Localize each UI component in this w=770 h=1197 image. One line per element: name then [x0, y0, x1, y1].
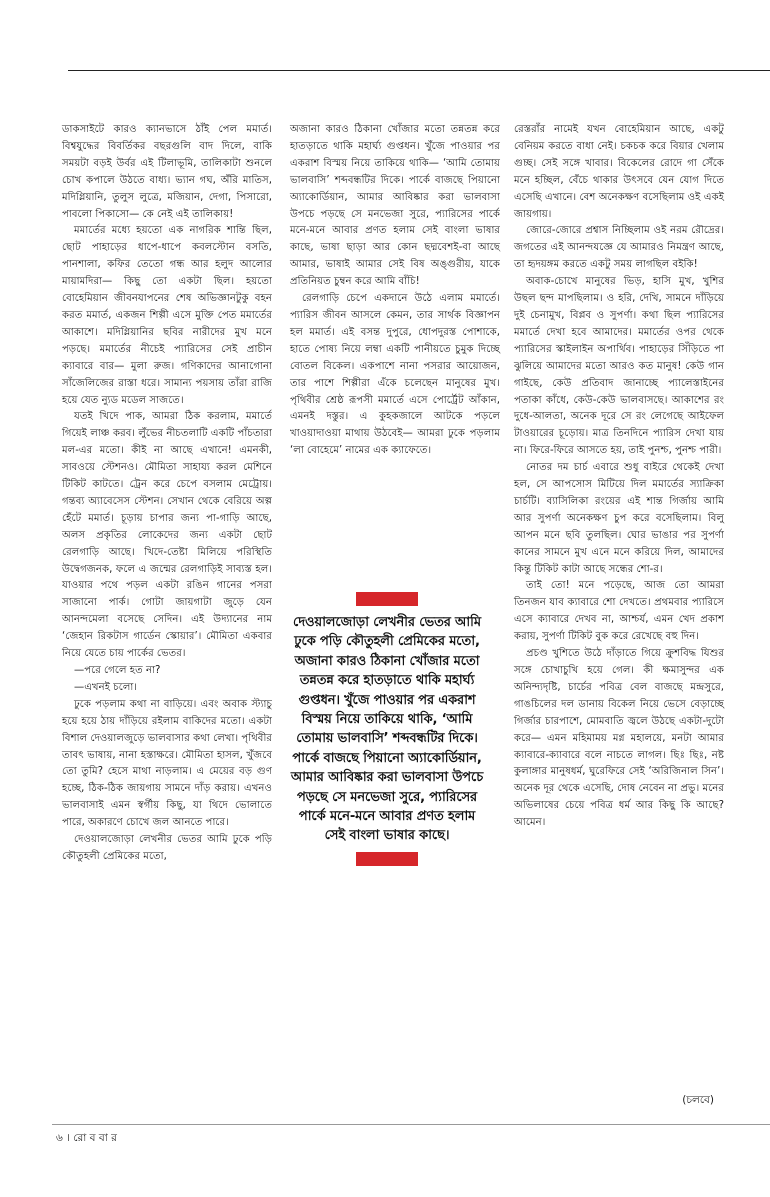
paragraph: তাই তো! মনে পড়েছে, আজ তো আমরা তিনজন যাব ক্যাবারে শো দেখতে। প্রথমবার প্যারিসে এসে ক্যাবারে দেখব না, আশ্চর্য, এমন খেদ প্রকাশ করায়, সুপর্ণা টিকিট বুক করে রেখেছে বহু দিন। — [514, 580, 724, 643]
paragraph: দেওয়ালজোড়া লেখনীর ভেতর আমি ঢুকে পড়ি কৌতুহলী প্রেমিকের মতো, — [62, 834, 272, 862]
paragraph: অবাক-চোখে মানুষের ভিড়, হাসি মুখ, খুশির উছল ছন্দ মাপছিলাম। ও হরি, দেখি, সামনে দাঁড়িয়ে দুই চেনামুখ, বিপ্লব ও সুপর্ণা। কথা ছিল প্যারিসের মমার্তে দেখা হবে আমাদের। মমার্তের ওপর থেকে প্যারিসের স্কাইলাইন অপার্থিব। পাহাড়ের সিঁড়িতে পা ঝুলিয়ে আমাদের মতো আরও কত মানুষ! কেউ গান গাইছে, কেউ প্রতিবাদ জানাচ্ছে প্যালেস্তাইনের পতাকা কাঁধে, কেউ-কেউ ভালবাসছে। আকাশের রং দুধে-আলতা, অনেক দূরে সে রং লেগেছে আইফেল টাওয়ারের চূড়োয়। মাত্র তিনদিনে প্যারিস দেখা যায় না। ফিরে-ফিরে আসতে হয়, তাই পুনশ্চ, পুনশ্চ পারী। — [514, 276, 724, 457]
paragraph: ঢুকে পড়লাম কথা না বাড়িয়ে। এবং অবাক স্ট্যাচু হয়ে হয়ে ঠায় দাঁড়িয়ে রইলাম বাকিদের মতো। একটা বিশাল দেওয়ালজুড়ে ভালবাসার কথা লেখা। পৃথিবীর তাবৎ ভাষায়, নানা হস্তাক্ষরে। মৌমিতা হাসল, খুঁজবে তো তুমি? হেসে মাথা নাড়লাম। এ মেয়ের বড় গুণ হচ্ছে, ঠিক-ঠিক জায়গায় সামনে দাঁড় করায়। এখনও ভালবাসাই এমন স্বর্গীয় কিছু, যা থিদে ভোলাতে পারে, অকারণে চোখে জল আনতে পারে। — [62, 698, 272, 829]
article-column-1 — [62, 122, 272, 866]
top-rule — [68, 70, 770, 71]
dialogue-line: —পরে গেলে হত না? — [74, 665, 161, 676]
pull-quote-top-bar — [356, 592, 418, 606]
paragraph: প্রচণ্ড খুশিতে উঠে দাঁড়াতে গিয়ে ক্রুশবিদ্ধ যিশুর সঙ্গে চোখাচুখি হয়ে গেল। কী ক্ষমাসুন্দর এক অনিন্দ্যদৃষ্টি, চার্চের পবিত্র বেল বাজছে মন্দ্রসুরে, গাঙচিলের দল ডানায় বিকেল নিয়ে ভেসে বেড়াচ্ছে গির্জার চারপাশে, মোমবাতি জ্বলে উঠছে একটা-দুটো করে— এমন মহিমাময় মগ্ন মহালয়ে, মনটা আমার ক্যাবারে-ক্যাবারে বলে নাচতে লাগল। ছিঃ ছিঃ, নষ্ট কুলাঙ্গার মানুষধর্ম, ঘুরেফিরে সেই ‘অরিজিনাল সিন’। অনেক দূর থেকে এসেছি, দোষ নেবেন না প্রভু। মনের অভিলাষের চেয়ে পবিত্র ধর্ম আর কিছু কি আছে? আমেন। — [514, 648, 724, 829]
bottom-rule — [52, 1124, 770, 1125]
paragraph: ডাকসাইটে কারও ক্যানভাসে ঠাঁই পেল মমার্ত। বিশ্বযুদ্ধের বিবর্তিকর বছরগুলি বাদ দিলে, বাকি সময়টা বড়ই উর্বর এই টিলাভূমি, তালিকাটা শুনলে চোখ কপালে উঠতে বাধ্য। ভ্যান গঘ, অঁরি মাতিস, মদিগ্লিয়ানি, তুলুস লুত্রে, মজিয়ান, দেগা, পিসারো, পাবলো পিকাসো— কে নেই এই তালিকায়! — [62, 124, 272, 220]
dialogue-line: —এখনই চলো। — [74, 681, 138, 693]
paragraph: অজানা কারও ঠিকানা খোঁজার মতো তন্নতন্ন করে হাতড়াতে থাকি মহার্ঘ্য গুপ্তধন। খুঁজে পাওয়ার পর একরাশ বিস্ময় নিয়ে তাকিয়ে থাকি— ‘আমি তোমায় ভালবাসি’ শব্দবন্ধটির দিকে। পার্কে বাজছে পিয়ানো অ্যাকোর্ডিয়ান, আমার আবিষ্কার করা ভালবাসা উপচে পড়ছে সে মনভেজা সুরে, প্যারিসের পার্কে মনে-মনে আবার প্রণত হলাম সেই বাংলা ভাষার কাছে, ভাষা ছাড়া আর কোন ছদ্মবেশই-বা আছে আমার, ভাষাই আমার সেই বিষ অঙ্গুরীয়, যাকে প্রতিনিয়ত চুম্বন করে আমি বাঁচি! — [290, 124, 500, 288]
pull-quote-bottom-bar — [356, 852, 418, 866]
paragraph: রেস্তরাঁর নামেই যখন বোহেমিয়ান আছে, একটু বেনিয়ম করতে বাধা নেই। চকচক করে বিয়ার খেলাম গুচ্ছ। সেই সঙ্গে খাবার। বিকেলের রোদে গা সেঁকে মনে হচ্ছিল, বেঁচে থাকার উৎসবে যেন যোগ দিতে এসেছি এখানে। বেশ অনেকক্ষণ বসেছিলাম ওই একই জায়গায়। — [514, 124, 724, 220]
paragraph: জোরে-জোরে প্রশ্বাস নিচ্ছিলাম ওই নরম রৌদ্রের। জগতের এই আনন্দযজ্ঞে যে আমারও নিমন্ত্রণ আছে, তা হৃদয়ঙ্গম করতে একটু সময় লাগছিল বইকি! — [514, 225, 724, 271]
paragraph: নোতর দম চার্চ এবারে শুধু বাইরে থেকেই দেখা হল, সে আপসোস মিটিয়ে দিল মমার্তের স্যাক্রিকা চার্চটি। ব্যাসিলিকা রংয়ের এই শান্ত গির্জায় আমি আর সুপর্ণা অনেকক্ষণ চুপ করে বসেছিলাম। বিলু আপন মনে ছবি তুলছিল। ঘোর ভাঙার পর সুপর্ণা কানের সামনে মুখ এনে মনে করিয়ে দিল, আমাদের কিন্তু টিকিট কাটা আছে সন্ধের শো-র। — [514, 462, 724, 575]
article-column-3 — [514, 122, 724, 832]
paragraph: মমার্তের মধ্যে হয়তো এক নাগরিক শান্তি ছিল, ছোট পাহাড়ের ধাপে-ধাপে কবলস্টোন বসতি, পানশালা, কফির তেতো গন্ধ আর হলুদ আলোর মায়ামদিরা— কিছু তো একটা ছিল। হয়তো বোহেমিয়ান জীবনযাপনের শেষ অভিজ্ঞানটুকু বহন করত মমার্ত, একজন শিল্পী এসে মুক্তি পেত মমার্তের আকাশে। মদিগ্লিয়ানির ছবির নারীদের মুখ মনে পড়ছে। মমার্তের নীচেই প্যারিসের সেই প্রাচীন ক্যাবারে বার— মুলা রুজ। গণিকাদের আনাগোনা সাঁজেলিজের রাস্তা ধরে। সামান্য পয়সায় তাঁরা রাজি হয়ে যেত ন্যুড মডেল সাজতে। — [62, 225, 272, 406]
article-column-2 — [290, 122, 500, 460]
to-be-continued: (চলবে) — [682, 1094, 714, 1106]
paragraph: যতই খিদে পাক, আমরা ঠিক করলাম, মমার্তে গিয়েই লাঞ্চ করব। লুঁভের নীচতলাটি একটি পাঁচতারা মল-এর মতো। কীই না আছে এখানে! এমনকী, সাবওয়ে স্টেশনও। মৌমিতা সাহায্য করল মেশিনে টিকিট কাটতে। ট্রেন করে চেপে বসলাম মেট্রোয়। গন্তব্য অ্যাবেসেস স্টেশন। সেখান থেকে বেরিয়ে অল্প হেঁটে মমার্ত। চূড়ায় চাপার জন্য পা-গাড়ি আছে, অলস প্রকৃতির লোকেদের জন্য একটা ছোট রেলগাড়ি আছে। খিদে-তেষ্টা মিলিয়ে পরিস্থিতি উদ্বেগজনক, ফলে এ জন্মের রেলগাড়িই সাব্যস্ত হল। যাওয়ার পথে পড়ল একটা রঙিন গানের পসরা সাজানো পার্ক। গোটা জায়গাটা জুড়ে যেন আনন্দমেলা বসেছে সেদিন। এই উদ্যানের নাম ‘জেহান রিকটাস গার্ডেন স্কোয়ার’। মৌমিতা একবার নিয়ে যেতে চায় পার্কের ভেতর। — [62, 411, 272, 660]
pull-quote-text: দেওয়ালজোড়া লেখনীর ভেতর আমি ঢুকে পড়ি কৌতুহলী প্রেমিকের মতো, অজানা কারও ঠিকানা খোঁজার মতো তন্নতন্ন করে হাতড়াতে থাকি মহার্ঘ্য গুপ্তধন। খুঁজে পাওয়ার পর একরাশ বিস্ময় নিয়ে তাকিয়ে থাকি, ‘আমি তোমায় ভালবাসি’ শব্দবন্ধটির দিকে। পার্কে বাজছে পিয়ানো অ্যাকোর্ডিয়ান, আমার আবিষ্কার করা ভালবাসা উপচে পড়ছে সে মনভেজা সুরে, প্যারিসের পার্কে মনে-মনে আবার প্রণত হলাম সেই বাংলা ভাষার কাছে। — [290, 615, 484, 844]
pull-quote — [289, 592, 485, 844]
paragraph: রেলগাড়ি চেপে একদানে উঠে এলাম মমার্তে। প্যারিস জীবন আসলে কেমন, তার সার্থক বিজ্ঞাপন হল মমার্ত। এই বসন্ত দুপুরে, ধোপদুরস্ত পোশাকে, হাতে পোষ্য নিয়ে লম্বা একটি পানীয়তে চুমুক দিচ্ছে বোতল বিকেল। একপাশে নানা পসরার আয়োজন, তার পাশে শিল্পীরা এঁকে চলেছেন মানুষের মুখ। পৃথিবীর শ্রেষ্ঠ রূপসী মমার্তে এসে পোর্ট্রেট আঁকান, এমনই দস্তুর। এ কুহকজালে আটকে পড়লে খাওয়াদাওয়া মাথায় উঠবেই— আমরা ঢুকে পড়লাম ‘লা বোহেমে’ নামের এক ক্যাফেতে। — [290, 293, 500, 457]
page-folio: ৬ । রো ব বা র — [56, 1132, 117, 1144]
